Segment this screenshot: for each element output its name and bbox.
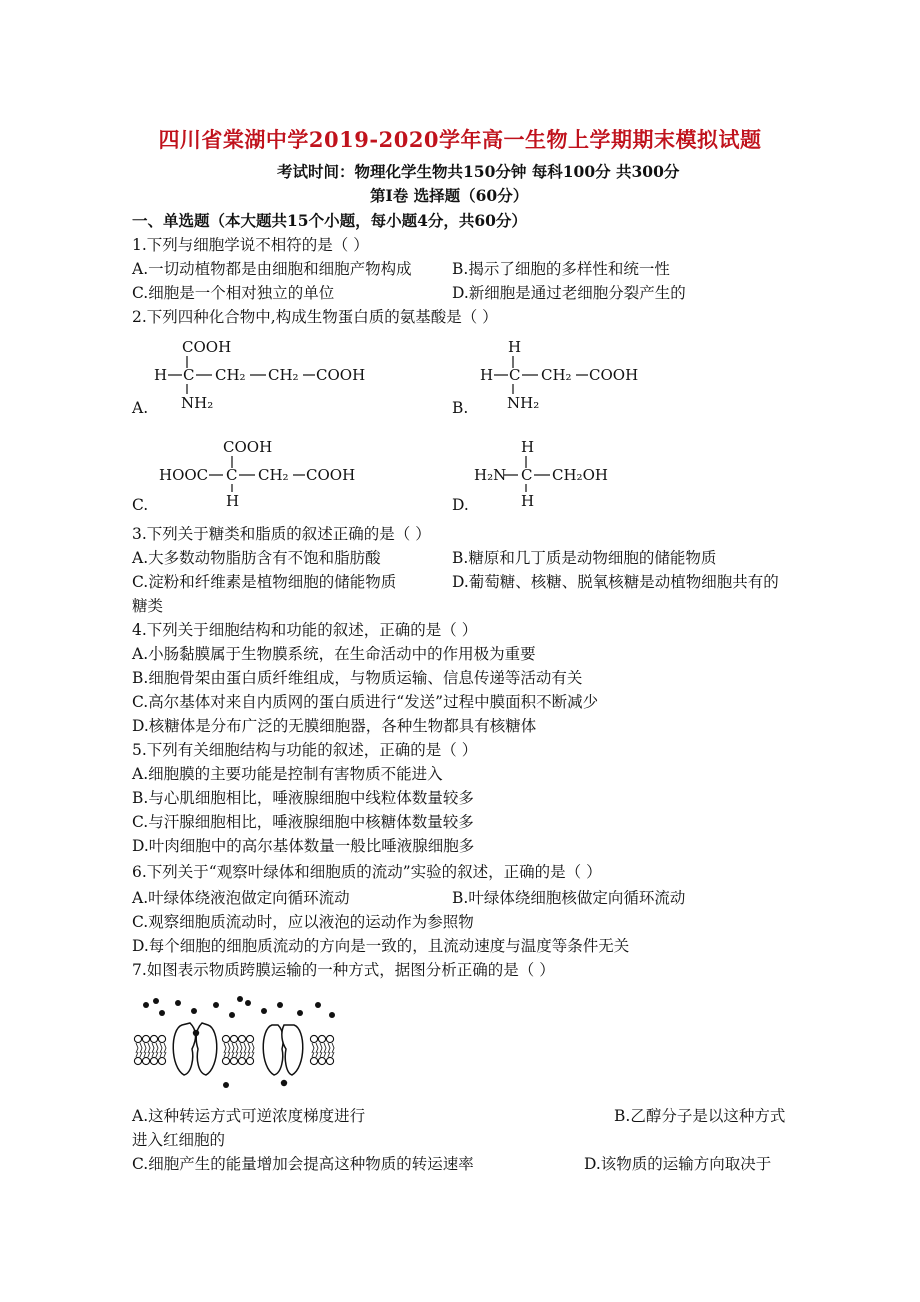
phospholipid-head xyxy=(150,1035,157,1042)
phospholipid-tail xyxy=(248,1052,254,1057)
question-1-option-a: A.一切动植物都是由细胞和细胞产物构成 xyxy=(132,260,412,278)
phospholipid-head xyxy=(150,1057,157,1064)
question-5-stem: 5.下列有关细胞结构与功能的叙述，正确的是（ ） xyxy=(132,741,478,759)
structure-b-left: H xyxy=(480,366,494,384)
question-3-stem: 3.下列关于糖类和脂质的叙述正确的是（ ） xyxy=(132,525,431,543)
question-7-option-c: C.细胞产生的能量增加会提高这种物质的转运速率 xyxy=(132,1155,474,1173)
structure-d-top: H xyxy=(521,438,535,456)
question-5-option-c: C.与汗腺细胞相比，唾液腺细胞中核糖体数量较多 xyxy=(132,813,474,831)
question-3-option-d-cont: 糖类 xyxy=(132,597,164,615)
question-7-stem: 7.如图表示物质跨膜运输的一种方式，据图分析正确的是（ ） xyxy=(132,961,555,979)
question-4-option-c: C.高尔基体对来自内质网的蛋白质进行“发送”过程中膜面积不断减少 xyxy=(132,693,599,711)
phospholipid-head xyxy=(318,1035,325,1042)
phospholipid-head xyxy=(310,1057,317,1064)
phospholipid-tails xyxy=(136,1043,334,1057)
volume-heading: 第Ⅰ卷 选择题（60分） xyxy=(370,186,529,205)
question-7-option-b: B.乙醇分子是以这种方式 xyxy=(614,1107,786,1125)
phospholipid-head xyxy=(238,1057,245,1064)
phospholipid-tail xyxy=(144,1052,150,1057)
phospholipid-head xyxy=(326,1057,333,1064)
phospholipid-head xyxy=(142,1035,149,1042)
phospholipid-tail xyxy=(144,1043,150,1053)
structure-d-center: C xyxy=(521,466,533,484)
structure-b-end: COOH xyxy=(589,366,639,384)
structure-a-end: COOH xyxy=(316,366,366,384)
phospholipid-tail xyxy=(232,1052,238,1057)
structure-c-center: C xyxy=(226,466,238,484)
section-heading: 一、单选题（本大题共15个小题，每小题4分，共60分） xyxy=(132,211,527,230)
phospholipid-tail xyxy=(320,1052,326,1057)
structure-a-center: C xyxy=(183,366,195,384)
structure-b-bottom: NH₂ xyxy=(507,394,540,412)
phospholipid-tail xyxy=(240,1043,246,1053)
phospholipid-head xyxy=(238,1035,245,1042)
structure-a-chain2: CH₂ xyxy=(268,366,299,384)
phospholipid-tail xyxy=(320,1043,326,1053)
question-1-stem: 1.下列与细胞学说不相符的是（ ） xyxy=(132,236,369,254)
structure-d-end: CH₂OH xyxy=(552,466,608,484)
phospholipid-head xyxy=(134,1035,141,1042)
carrier-protein-1 xyxy=(173,1023,217,1075)
question-5-option-d: D.叶肉细胞中的高尔基体数量一般比唾液腺细胞多 xyxy=(132,837,475,855)
question-4-option-a: A.小肠黏膜属于生物膜系统，在生命活动中的作用极为重要 xyxy=(132,645,536,663)
structure-a-bottom: NH₂ xyxy=(181,394,214,412)
phospholipid-tail xyxy=(224,1043,230,1053)
question-6-option-b: B.叶绿体绕细胞核做定向循环流动 xyxy=(452,889,686,907)
question-7-option-a: A.这种转运方式可逆浓度梯度进行 xyxy=(132,1107,366,1125)
phospholipid-head xyxy=(158,1057,165,1064)
structure-b xyxy=(476,334,666,414)
question-1-option-d: D.新细胞是通过老细胞分裂产生的 xyxy=(452,284,686,302)
phospholipid-tail xyxy=(328,1052,334,1057)
structure-c xyxy=(155,434,395,514)
structure-c-left: HOOC xyxy=(159,466,209,484)
question-4-option-b: B.细胞骨架由蛋白质纤维组成，与物质运输、信息传递等活动有关 xyxy=(132,669,583,687)
phospholipid-head xyxy=(318,1057,325,1064)
phospholipid-head xyxy=(158,1035,165,1042)
carrier-protein-2 xyxy=(263,1025,303,1086)
question-7-option-b-cont: 进入红细胞的 xyxy=(132,1131,226,1149)
structure-d-bottom: H xyxy=(521,492,535,510)
question-3-option-b: B.糖原和几丁质是动物细胞的储能物质 xyxy=(452,549,717,567)
question-3-option-c: C.淀粉和纤维素是植物细胞的储能物质 xyxy=(132,573,397,591)
phospholipid-head xyxy=(230,1057,237,1064)
phospholipid-head xyxy=(222,1057,229,1064)
phospholipid-tail xyxy=(152,1052,158,1057)
phospholipid-tail xyxy=(160,1043,166,1053)
membrane-transport-diagram xyxy=(132,995,342,1095)
question-6-option-d: D.每个细胞的细胞质流动的方向是一致的，且流动速度与温度等条件无关 xyxy=(132,937,630,955)
phospholipid-tail xyxy=(312,1043,318,1053)
page-title: 四川省棠湖中学2019-2020学年高一生物上学期期末模拟试题 xyxy=(158,127,762,152)
question-3-option-d: D.葡萄糖、核糖、脱氧核糖是动植物细胞共有的 xyxy=(452,573,779,591)
structure-b-top: H xyxy=(508,338,522,356)
phospholipid-head xyxy=(230,1035,237,1042)
structure-a-chain1: CH₂ xyxy=(215,366,246,384)
structure-a-left: H xyxy=(154,366,168,384)
structure-d xyxy=(470,434,660,514)
question-4-stem: 4.下列关于细胞结构和功能的叙述，正确的是（ ） xyxy=(132,621,478,639)
phospholipid-tail xyxy=(232,1043,238,1053)
phospholipid-head xyxy=(134,1057,141,1064)
question-2-option-c: C. xyxy=(132,496,149,514)
phospholipid-head xyxy=(246,1057,253,1064)
question-2-stem: 2.下列四种化合物中,构成生物蛋白质的氨基酸是（ ） xyxy=(132,308,498,326)
phospholipid-head xyxy=(142,1057,149,1064)
structure-c-chain: CH₂ xyxy=(258,466,289,484)
question-6-option-a: A.叶绿体绕液泡做定向循环流动 xyxy=(132,889,350,907)
phospholipid-tail xyxy=(312,1052,318,1057)
question-1-option-b: B.揭示了细胞的多样性和统一性 xyxy=(452,260,670,278)
phospholipid-head xyxy=(222,1035,229,1042)
phospholipid-head xyxy=(246,1035,253,1042)
phospholipid-tail xyxy=(136,1052,142,1057)
question-6-stem: 6.下列关于“观察叶绿体和细胞质的流动”实验的叙述，正确的是（ ） xyxy=(132,863,602,881)
structure-c-bottom: H xyxy=(226,492,240,510)
phospholipid-heads xyxy=(134,1035,333,1064)
question-4-option-d: D.核糖体是分布广泛的无膜细胞器，各种生物都具有核糖体 xyxy=(132,717,537,735)
phospholipid-tail xyxy=(240,1052,246,1057)
question-5-option-b: B.与心肌细胞相比，唾液腺细胞中线粒体数量较多 xyxy=(132,789,474,807)
structure-b-chain1: CH₂ xyxy=(541,366,572,384)
structure-d-left: H₂N xyxy=(474,466,507,484)
question-2-option-b: B. xyxy=(452,399,469,417)
structure-a-top: COOH xyxy=(182,338,232,356)
structure-b-center: C xyxy=(509,366,521,384)
question-7-option-d: D.该物质的运输方向取决于 xyxy=(584,1155,772,1173)
phospholipid-head xyxy=(326,1035,333,1042)
phospholipid-head xyxy=(310,1035,317,1042)
structure-c-top: COOH xyxy=(223,438,273,456)
question-2-option-a: A. xyxy=(132,399,149,417)
phospholipid-tail xyxy=(224,1052,230,1057)
phospholipid-tail xyxy=(328,1043,334,1053)
structure-a xyxy=(150,334,380,414)
phospholipid-tail xyxy=(160,1052,166,1057)
solute-particles xyxy=(143,996,335,1088)
exam-info: 考试时间：物理化学生物共150分钟 每科100分 共300分 xyxy=(277,162,680,181)
question-1-option-c: C.细胞是一个相对独立的单位 xyxy=(132,284,335,302)
phospholipid-tail xyxy=(152,1043,158,1053)
question-6-option-c: C.观察细胞质流动时，应以液泡的运动作为参照物 xyxy=(132,913,474,931)
question-5-option-a: A.细胞膜的主要功能是控制有害物质不能进入 xyxy=(132,765,443,783)
phospholipid-tail xyxy=(248,1043,254,1053)
phospholipid-tail xyxy=(136,1043,142,1053)
structure-c-end: COOH xyxy=(306,466,356,484)
question-3-option-a: A.大多数动物脂肪含有不饱和脂肪酸 xyxy=(132,549,381,567)
question-2-option-d: D. xyxy=(452,496,469,514)
